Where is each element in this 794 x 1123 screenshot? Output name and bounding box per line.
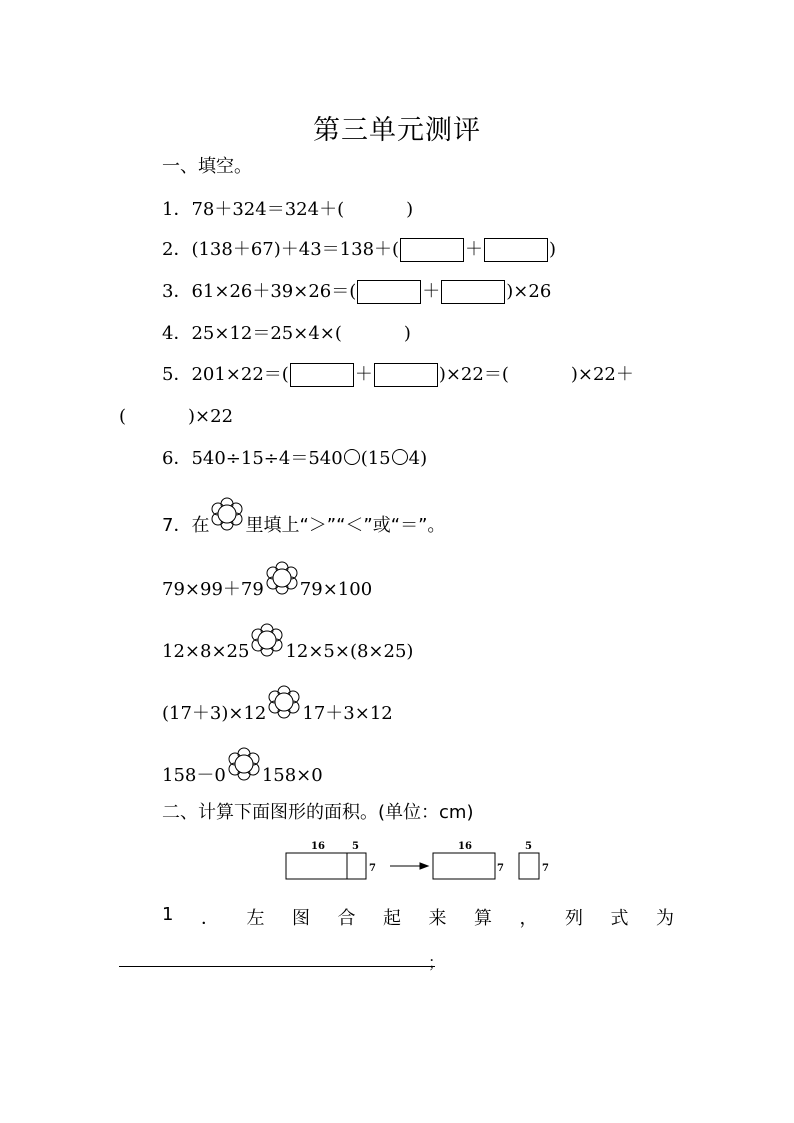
compare-right: 158×0 — [261, 765, 323, 786]
label-7: 7 — [497, 863, 504, 874]
question-p1 — [162, 904, 674, 930]
answer-box[interactable] — [400, 238, 464, 262]
p1-char: ， — [519, 908, 538, 929]
compare-row — [162, 758, 323, 794]
p1-char: 列 — [564, 908, 583, 929]
compare-left: 12×8×25 — [162, 641, 250, 662]
compare-row — [162, 572, 372, 608]
flower-icon[interactable] — [266, 684, 302, 720]
close-paren: ) — [406, 199, 414, 220]
p1-char: 图 — [291, 908, 310, 929]
question-5-mid: )×22＝( — [438, 364, 509, 385]
rectangle-figure — [0, 838, 794, 888]
answer-underline[interactable] — [119, 966, 435, 967]
answer-box[interactable] — [357, 280, 421, 304]
question-3-text: 3．61×26＋39×26＝( — [162, 281, 357, 302]
question-6-end: 4) — [408, 448, 428, 469]
question-6-text: 6．540÷15÷4＝540 — [162, 448, 343, 469]
flower-icon[interactable] — [226, 746, 262, 782]
plus-sign: ＋ — [465, 239, 484, 260]
question-7 — [162, 508, 445, 544]
question-5-continued — [119, 405, 233, 429]
label-16: 16 — [311, 841, 325, 852]
circle-blank[interactable] — [344, 449, 360, 465]
answer-box[interactable] — [484, 238, 548, 262]
question-5-end: )×22＋ — [570, 364, 634, 385]
answer-box[interactable] — [441, 280, 505, 304]
question-7-pre: 7．在 — [162, 515, 210, 536]
p1-char: 起 — [382, 908, 401, 929]
section-1-heading: 一、填空。 — [162, 156, 252, 177]
page-title: 第三单元测评 — [313, 115, 481, 146]
flower-icon[interactable] — [264, 560, 300, 596]
close-paren: ) — [403, 323, 411, 344]
p1-char: 来 — [428, 908, 447, 929]
rect-16x7 — [433, 853, 495, 879]
question-7-post: 里填上“＞”“＜”或“＝”。 — [245, 515, 446, 536]
compare-row — [162, 696, 393, 732]
compare-left: 158－0 — [162, 765, 226, 786]
section-2-heading: 二、计算下面图形的面积。(单位：cm) — [162, 802, 474, 823]
plus-sign: ＋ — [422, 281, 441, 302]
question-2 — [162, 238, 556, 262]
p1-char: 左 — [246, 908, 265, 929]
label-7: 7 — [369, 863, 376, 874]
question-5-text: 5．201×22＝( — [162, 364, 289, 385]
arrow-head — [420, 863, 428, 869]
open-paren: ( — [119, 406, 127, 427]
compare-right: 12×5×(8×25) — [285, 641, 414, 662]
answer-box[interactable] — [290, 363, 354, 387]
p1-char: 式 — [610, 908, 629, 929]
question-5-tail: )×22 — [188, 406, 234, 427]
p1-char: ． — [200, 908, 219, 929]
p1-char: 为 — [655, 908, 674, 929]
semicolon: ； — [428, 953, 445, 972]
question-4 — [162, 322, 411, 346]
p1-char: 1 — [162, 904, 174, 925]
compare-left: 79×99＋79 — [162, 579, 264, 600]
close-paren: ) — [549, 239, 557, 260]
question-4-text: 4．25×12＝25×4×( — [162, 323, 342, 344]
label-5: 5 — [352, 841, 359, 852]
question-5 — [162, 363, 634, 387]
compare-left: (17＋3)×12 — [162, 703, 267, 724]
close-paren: )×26 — [506, 281, 552, 302]
answer-box[interactable] — [374, 363, 438, 387]
flower-icon[interactable] — [249, 622, 285, 658]
p1-char: 算 — [473, 908, 492, 929]
flower-icon — [209, 496, 245, 532]
question-6 — [162, 447, 427, 471]
label-16: 16 — [458, 841, 472, 852]
p1-char: 合 — [337, 908, 356, 929]
left-combined-rect — [286, 853, 366, 879]
compare-right: 17＋3×12 — [302, 703, 393, 724]
question-6-mid: (15 — [360, 448, 391, 469]
question-3 — [162, 280, 551, 304]
plus-sign: ＋ — [354, 364, 373, 385]
question-1-text: 1．78＋324＝324＋( — [162, 199, 345, 220]
label-5: 5 — [525, 841, 532, 852]
compare-right: 79×100 — [299, 579, 373, 600]
question-2-text: 2．(138＋67)＋43＝138＋( — [162, 239, 400, 260]
circle-blank[interactable] — [392, 449, 408, 465]
compare-row — [162, 634, 413, 670]
label-7: 7 — [542, 863, 549, 874]
question-1 — [162, 198, 413, 222]
rect-5x7 — [519, 853, 539, 879]
